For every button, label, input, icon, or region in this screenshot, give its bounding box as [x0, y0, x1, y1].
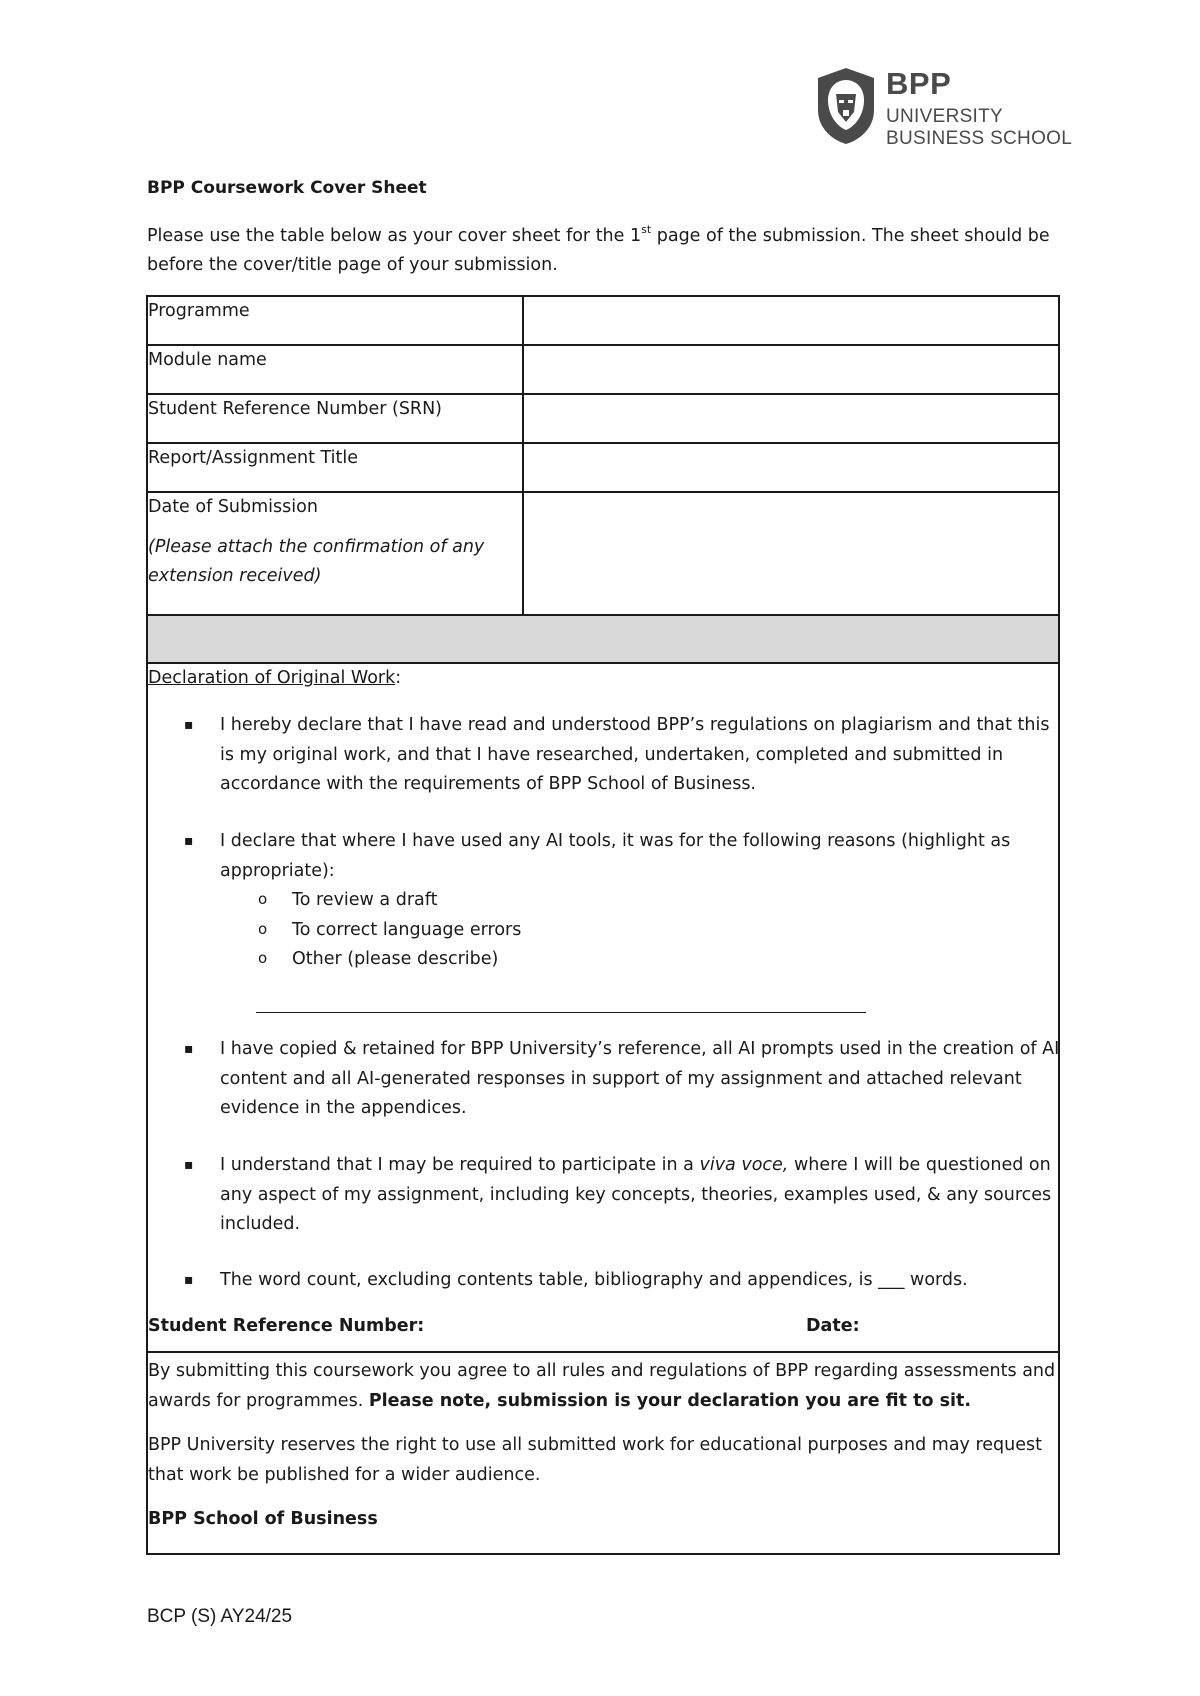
declaration-bullet-1: ▪ I hereby declare that I have read and understood BPP’s regulations on plagiarism and that this is my original work, and that I have researched, undertaken, completed and submitted in accordance with the requirements of BPP School of Business. [220, 711, 1064, 800]
row-title [148, 444, 1058, 493]
ai-reason-item: o Other (please describe) [220, 945, 1064, 975]
terms-p1-bold: Please note, submission is your declaration you are fit to sit. [368, 1390, 972, 1411]
label-module: Module name [148, 346, 524, 393]
label-date-text: Date of Submission [148, 497, 318, 517]
terms-paragraph-2: BPP University reserves the right to use all submitted work for educational purposes and may request that work be published for a wider audience. [148, 1435, 1042, 1485]
cover-sheet-table [146, 295, 1060, 1555]
declaration-bullet-4 [220, 1151, 1064, 1240]
label-date-note: (Please attach the confirmation of any extension received) [148, 537, 485, 586]
bullet-4-viva: viva voce, [699, 1155, 789, 1175]
declaration-heading: Declaration of Original Work [148, 668, 396, 688]
logo-line-business-school: BUSINESS SCHOOL [886, 128, 1073, 149]
label-srn: Student Reference Number (SRN) [148, 395, 524, 442]
label-title: Report/Assignment Title [148, 444, 524, 491]
field-programme[interactable] [524, 297, 1058, 344]
declaration-bullet-3: ▪ I have copied & retained for BPP University’s reference, all AI prompts used in the creation of AI content and all AI-generated responses in support of my assignment and attached relevant evidence in the appendices. [220, 1035, 1064, 1124]
intro-before-sup: Please use the table below as your cover sheet for the 1 [147, 226, 642, 246]
terms-paragraph-1 [148, 1357, 1058, 1416]
signature-row [148, 1316, 1058, 1336]
bpp-logo [814, 66, 1073, 150]
terms-paragraph-3: BPP School of Business [148, 1509, 378, 1529]
intro-text [147, 222, 1067, 280]
field-date[interactable] [524, 493, 1058, 614]
intro-after-sup: page of the submission. The sheet should be before the cover/title page of your submission. [147, 226, 1050, 275]
field-srn[interactable] [524, 395, 1058, 442]
footer-code: BCP (S) AY24/25 [147, 1606, 293, 1627]
row-date [148, 493, 1058, 616]
declaration-heading-colon: : [395, 668, 402, 688]
terms-p1-text: By submitting this coursework you agree to all rules and regulations of BPP regarding assessments and awards for programmes. [148, 1361, 1056, 1411]
grey-separator-row [148, 616, 1058, 664]
declaration-bullet-5: ▪ The word count, excluding contents table, bibliography and appendices, is ___ words. [220, 1266, 1064, 1296]
row-programme [148, 297, 1058, 346]
declaration-bullet-2-text: ▪ I declare that where I have used any AI tools, it was for the following reasons (highlight as appropriate): [220, 831, 1011, 881]
logo-line-university: UNIVERSITY [886, 106, 1004, 127]
declaration-section [148, 664, 1058, 1353]
logo-brand: BPP [886, 66, 952, 101]
label-date [148, 493, 524, 614]
row-module [148, 346, 1058, 395]
srn-label: Student Reference Number: [148, 1316, 425, 1336]
ai-reasons-list [220, 886, 1064, 975]
describe-line[interactable] [256, 1012, 866, 1013]
declaration-bullet-2 [220, 827, 1064, 975]
page-title: BPP Coursework Cover Sheet [147, 178, 427, 198]
label-programme: Programme [148, 297, 524, 344]
lion-shield-icon [814, 66, 878, 146]
bullet-4-pre: I understand that I may be required to participate in a [220, 1155, 700, 1175]
field-title[interactable] [524, 444, 1058, 491]
date-label: Date: [806, 1316, 860, 1336]
intro-sup: st [641, 223, 652, 236]
ai-reason-item: o To correct language errors [220, 916, 1064, 946]
bullet-4-post: where I will be questioned on any aspect of my assignment, including key concepts, theories, examples used, & any sources included. [220, 1155, 1052, 1234]
row-srn [148, 395, 1058, 444]
ai-reason-item: o To review a draft [220, 886, 1064, 916]
terms-section [148, 1353, 1058, 1553]
field-module[interactable] [524, 346, 1058, 393]
